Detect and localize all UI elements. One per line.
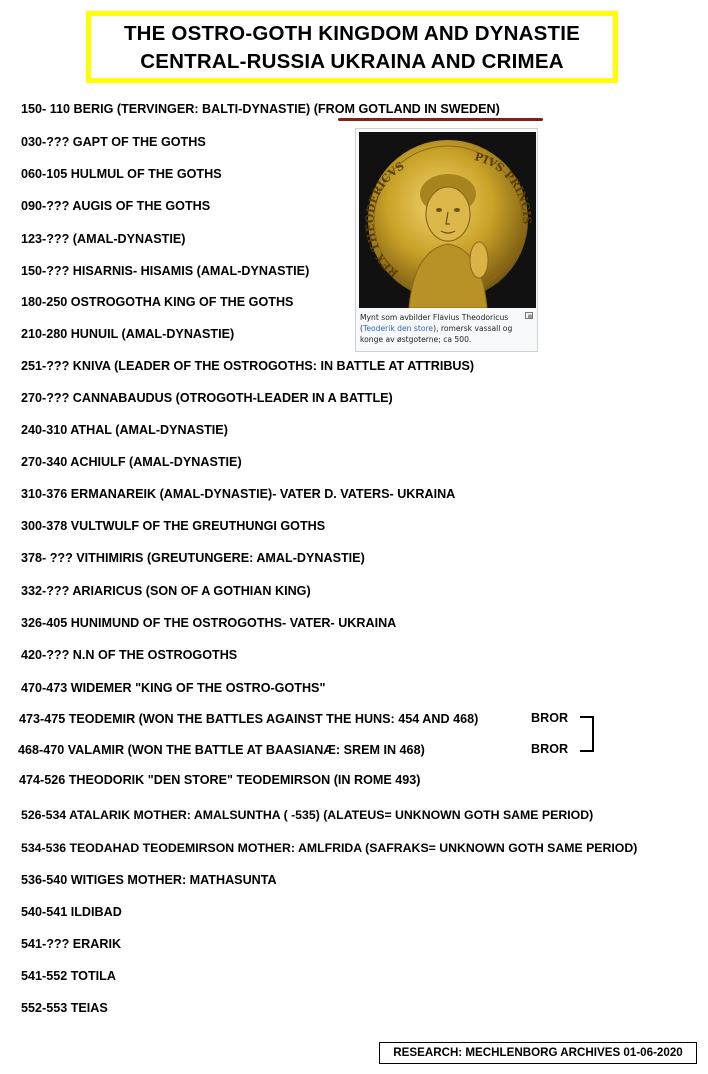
coin-caption-post: ), romersk vassall og konge av østgoterne; ca 500. xyxy=(360,324,513,344)
entry-augis: 090-??? AUGIS OF THE GOTHS xyxy=(21,199,211,213)
entry-berig: 150- 110 BERIG (TERVINGER: BALTI-DYNASTIE) (FROM GOTLAND IN SWEDEN) xyxy=(21,102,500,116)
bror-label-1: BROR xyxy=(531,711,569,725)
gotland-underline xyxy=(338,118,543,121)
entry-ostrogotha: 180-250 OSTROGOTHA KING OF THE GOTHS xyxy=(21,295,294,309)
entry-atalarik: 526-534 ATALARIK MOTHER: AMALSUNTHA ( -535) (ALATEUS= UNKNOWN GOTH SAME PERIOD) xyxy=(21,808,594,822)
entry-vithimiris: 378- ??? VITHIMIRIS (GREUTUNGERE: AMAL-DYNASTIE) xyxy=(21,551,365,565)
entry-widemer: 470-473 WIDEMER "KING OF THE OSTRO-GOTHS" xyxy=(21,681,326,695)
entry-achiulf: 270-340 ACHIULF (AMAL-DYNASTIE) xyxy=(21,455,242,469)
coin-image-card xyxy=(355,128,538,352)
entry-witiges: 536-540 WITIGES MOTHER: MATHASUNTA xyxy=(21,873,277,887)
entry-totila: 541-552 TOTILA xyxy=(21,969,116,983)
entry-hunimund: 326-405 HUNIMUND OF THE OSTROGOTHS- VATER- UKRAINA xyxy=(21,616,397,630)
page-title-box xyxy=(86,11,618,83)
entry-teias: 552-553 TEIAS xyxy=(21,1001,108,1015)
entry-kniva: 251-??? KNIVA (LEADER OF THE OSTROGOTHS: IN BATTLE AT ATTRIBUS) xyxy=(21,359,475,373)
entry-nn: 420-??? N.N OF THE OSTROGOTHS xyxy=(21,648,238,662)
coin-legend-left: REX THEODERICVS xyxy=(363,159,407,280)
entry-athal: 240-310 ATHAL (AMAL-DYNASTIE) xyxy=(21,423,228,437)
entry-ildibad: 540-541 ILDIBAD xyxy=(21,905,122,919)
entry-vultwulf: 300-378 VULTWULF OF THE GREUTHUNGI GOTHS xyxy=(21,519,326,533)
entry-theodorik: 474-526 THEODORIK "DEN STORE" TEODEMIRSON (IN ROME 493) xyxy=(19,773,421,787)
research-credit: RESEARCH: MECHLENBORG ARCHIVES 01-06-2020 xyxy=(379,1042,697,1064)
entry-ermanareik: 310-376 ERMANAREIK (AMAL-DYNASTIE)- VATER D. VATERS- UKRAINA xyxy=(21,487,456,501)
theodoric-coin-image[interactable] xyxy=(359,132,536,308)
teoderik-link[interactable]: Teoderik den store xyxy=(362,324,434,333)
entry-teodemir: 473-475 TEODEMIR (WON THE BATTLES AGAINST THE HUNS: 454 AND 468) xyxy=(19,712,479,726)
entry-hisarnis: 150-??? HISARNIS- HISAMIS (AMAL-DYNASTIE) xyxy=(21,264,310,278)
entry-hulmul: 060-105 HULMUL OF THE GOTHS xyxy=(21,167,222,181)
coin-caption xyxy=(360,312,532,345)
entry-amal-123: 123-??? (AMAL-DYNASTIE) xyxy=(21,232,186,246)
entry-cannabaudus: 270-??? CANNABAUDUS (OTROGOTH-LEADER IN A BATTLE) xyxy=(21,391,393,405)
coin-legend-right: PIVS PRINCIS xyxy=(473,150,534,225)
brothers-bracket xyxy=(580,716,594,752)
entry-erarik: 541-??? ERARIK xyxy=(21,937,122,951)
entry-hunuil: 210-280 HUNUIL (AMAL-DYNASTIE) xyxy=(21,327,235,341)
coin-caption-pre: Mynt som avbilder Flavius Theodoricus ( xyxy=(360,313,509,333)
entry-ariaricus: 332-??? ARIARICUS (SON OF A GOTHIAN KING) xyxy=(21,584,311,598)
bror-label-2: BROR xyxy=(531,742,569,756)
entry-gapt: 030-??? GAPT OF THE GOTHS xyxy=(21,135,206,149)
page-title-line-1: THE OSTRO-GOTH KINGDOM AND DYNASTIE xyxy=(123,22,581,45)
page-title-line-2: CENTRAL-RUSSIA UKRAINA AND CRIMEA xyxy=(140,50,564,73)
entry-teodahad: 534-536 TEODAHAD TEODEMIRSON MOTHER: AMLFRIDA (SAFRAKS= UNKNOWN GOTH SAME PERIOD) xyxy=(21,841,638,855)
entry-valamir: 468-470 VALAMIR (WON THE BATTLE AT BAASIANÆ: SREM IN 468) xyxy=(18,743,425,757)
